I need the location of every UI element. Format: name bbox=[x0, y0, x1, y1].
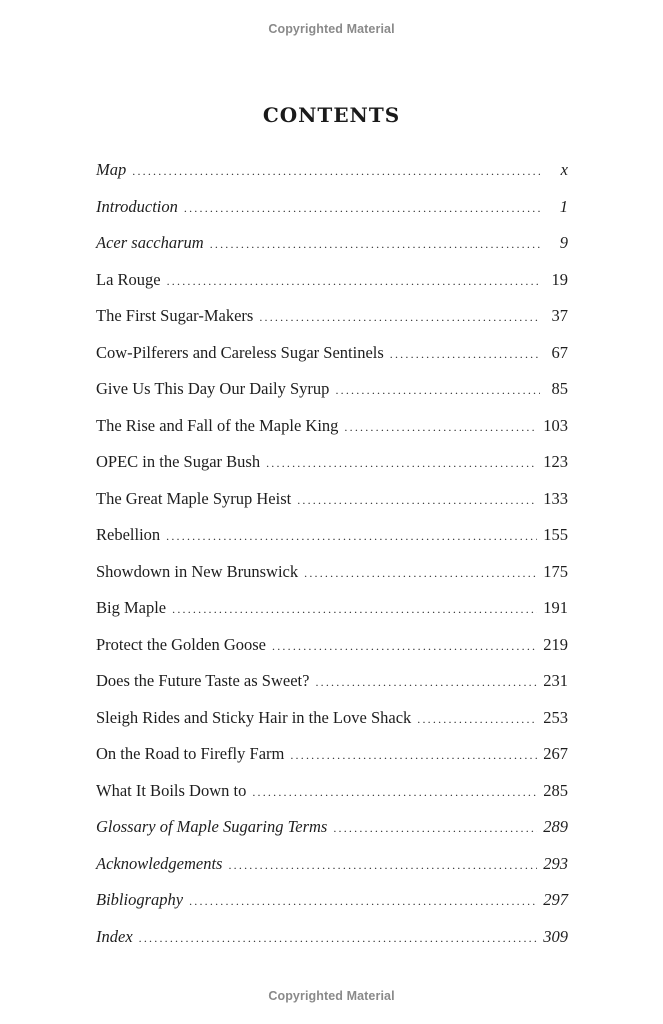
toc-entry-title: Give Us This Day Our Daily Syrup bbox=[96, 379, 330, 398]
toc-entry-page-number: 67 bbox=[551, 342, 568, 362]
toc-entry-title: Introduction bbox=[96, 196, 178, 216]
dot-leader bbox=[266, 451, 537, 475]
toc-entry-page-number: 9 bbox=[559, 233, 568, 252]
dot-leader bbox=[344, 415, 537, 439]
toc-entry bbox=[96, 669, 568, 706]
dot-leader bbox=[139, 926, 538, 950]
toc-entry-page-number: 103 bbox=[543, 415, 568, 435]
toc-entry-page-number: 289 bbox=[543, 817, 568, 836]
toc-entry-page-number: 175 bbox=[543, 561, 568, 581]
toc-entry-page-number: x bbox=[560, 160, 568, 179]
toc-entry-page-number: 191 bbox=[543, 598, 568, 617]
toc-entry-title: Acknowledgements bbox=[96, 853, 223, 873]
toc-entry-title: Big Maple bbox=[96, 598, 167, 617]
copyright-watermark-bottom: Copyrighted Material bbox=[268, 989, 395, 1003]
toc-entry bbox=[96, 268, 568, 305]
dot-leader bbox=[189, 889, 537, 913]
dot-leader bbox=[297, 488, 537, 512]
dot-leader bbox=[172, 597, 537, 621]
toc-entry-page-number: 19 bbox=[551, 269, 568, 289]
toc-entry bbox=[96, 779, 568, 816]
dot-leader bbox=[315, 670, 537, 694]
toc-entry-page-number: 293 bbox=[543, 853, 568, 873]
toc-entry bbox=[96, 341, 568, 378]
toc-entry bbox=[96, 304, 568, 341]
toc-entry-title: On the Road to Firefly Farm bbox=[96, 744, 285, 763]
toc-entry-page-number: 219 bbox=[543, 634, 568, 654]
toc-entry-page-number: 297 bbox=[543, 890, 568, 909]
dot-leader bbox=[272, 634, 537, 658]
toc-entry-page-number: 231 bbox=[543, 671, 568, 690]
dot-leader bbox=[304, 561, 537, 585]
toc-entry-title: What It Boils Down to bbox=[96, 780, 247, 800]
dot-leader bbox=[417, 707, 537, 731]
toc-entry bbox=[96, 888, 568, 925]
dot-leader bbox=[333, 816, 537, 840]
copyright-watermark-top: Copyrighted Material bbox=[268, 22, 395, 36]
toc-entry-title: Protect the Golden Goose bbox=[96, 634, 267, 654]
toc-entry-title: Acer saccharum bbox=[96, 233, 204, 252]
dot-leader bbox=[252, 780, 537, 804]
table-of-contents bbox=[96, 158, 568, 961]
toc-entry-title: Glossary of Maple Sugaring Terms bbox=[96, 817, 328, 836]
toc-entry bbox=[96, 487, 568, 524]
toc-entry bbox=[96, 377, 568, 414]
toc-entry bbox=[96, 815, 568, 852]
dot-leader bbox=[228, 853, 537, 877]
toc-entry bbox=[96, 925, 568, 962]
toc-entry-page-number: 309 bbox=[543, 926, 568, 946]
toc-entry bbox=[96, 450, 568, 487]
dot-leader bbox=[335, 378, 540, 402]
toc-entry-title: The Rise and Fall of the Maple King bbox=[96, 415, 339, 435]
toc-entry-title: Showdown in New Brunswick bbox=[96, 561, 299, 581]
toc-entry bbox=[96, 596, 568, 633]
toc-entry-page-number: 267 bbox=[543, 744, 568, 763]
toc-entry-page-number: 1 bbox=[559, 196, 568, 216]
toc-entry bbox=[96, 523, 568, 560]
dot-leader bbox=[184, 196, 540, 220]
toc-entry-title: The Great Maple Syrup Heist bbox=[96, 488, 292, 508]
toc-entry-page-number: 253 bbox=[543, 707, 568, 727]
toc-entry-title: Rebellion bbox=[96, 525, 161, 544]
dot-leader bbox=[210, 232, 540, 256]
toc-entry-title: Sleigh Rides and Sticky Hair in the Love Shack bbox=[96, 707, 412, 727]
toc-entry-page-number: 155 bbox=[543, 525, 568, 544]
toc-entry bbox=[96, 633, 568, 670]
toc-entry-title: La Rouge bbox=[96, 269, 161, 289]
toc-entry-title: Map bbox=[96, 160, 127, 179]
toc-entry-page-number: 133 bbox=[543, 488, 568, 508]
toc-entry-title: Bibliography bbox=[96, 890, 184, 909]
toc-entry bbox=[96, 231, 568, 268]
toc-entry-title: Cow-Pilferers and Careless Sugar Sentinels bbox=[96, 342, 384, 362]
toc-entry bbox=[96, 414, 568, 451]
toc-entry bbox=[96, 560, 568, 597]
page-title: CONTENTS bbox=[262, 103, 401, 128]
toc-entry-title: Does the Future Taste as Sweet? bbox=[96, 671, 310, 690]
toc-entry bbox=[96, 195, 568, 232]
toc-entry-title: OPEC in the Sugar Bush bbox=[96, 452, 261, 471]
dot-leader bbox=[390, 342, 540, 366]
toc-entry-title: Index bbox=[96, 926, 133, 946]
toc-entry-page-number: 285 bbox=[543, 780, 568, 800]
toc-entry bbox=[96, 852, 568, 889]
toc-entry-page-number: 123 bbox=[543, 452, 568, 471]
dot-leader bbox=[167, 269, 540, 293]
dot-leader bbox=[290, 743, 537, 767]
toc-entry-page-number: 37 bbox=[551, 306, 568, 325]
toc-entry bbox=[96, 742, 568, 779]
toc-entry-title: The First Sugar-Makers bbox=[96, 306, 254, 325]
dot-leader bbox=[259, 305, 540, 329]
dot-leader bbox=[166, 524, 537, 548]
toc-entry bbox=[96, 158, 568, 195]
toc-entry-page-number: 85 bbox=[551, 379, 568, 398]
dot-leader bbox=[132, 159, 540, 183]
toc-entry bbox=[96, 706, 568, 743]
